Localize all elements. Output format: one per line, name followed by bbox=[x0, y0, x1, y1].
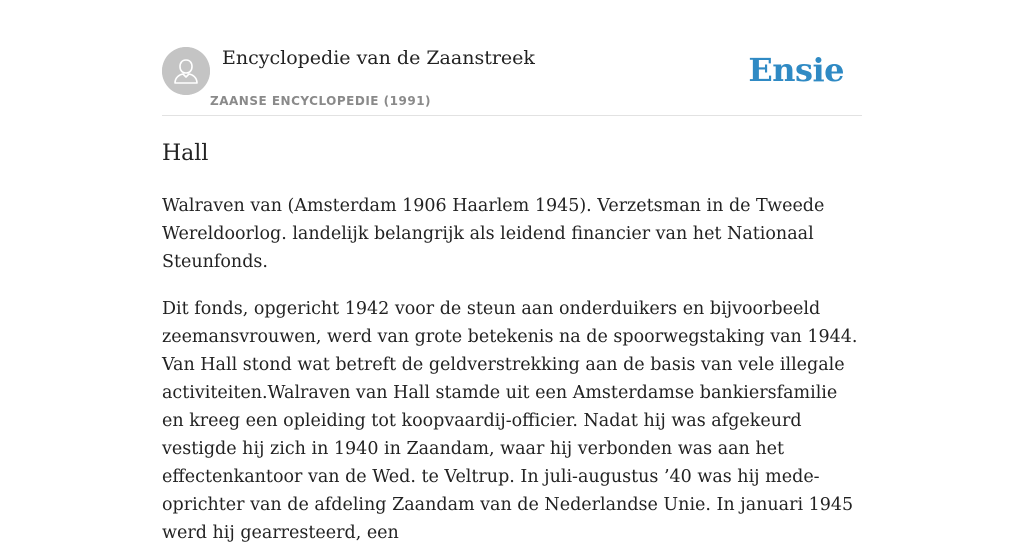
entry-paragraph: Walraven van (Amsterdam 1906 Haarlem 1945). Verzetsman in de Tweede Wereldoorlog. landelijk belangrijk als leidend financier van het Nationaal Steunfonds. bbox=[162, 196, 825, 272]
user-silhouette-icon bbox=[162, 47, 210, 95]
source-title[interactable]: Encyclopedie van de Zaanstreek bbox=[222, 47, 535, 69]
source-header bbox=[162, 0, 862, 116]
source-subtitle[interactable]: ZAANSE ENCYCLOPEDIE (1991) bbox=[210, 94, 432, 108]
entry-paragraph: Dit fonds, opgericht 1942 voor de steun aan onderduikers en bijvoorbeeld zeemansvrouwen, werd van grote betekenis na de spoorwegstaking van 1944. Van Hall stond wat betreft de geldverstrekking aan de basis van vele illegale activiteiten.Walraven van Hall stamde uit een Amsterdamse bankiersfamilie en kreeg een opleiding tot koopvaardij-officier. Nadat hij was afgekeurd vestigde hij zich in 1940 in Zaandam, waar hij verbonden was aan het effectenkantoor van de Wed. te Veltrup. In juli-augustus ’40 was hij mede-oprichter van de afdeling Zaandam van de Nederlandse Unie. In januari 1945 werd hij gearresteerd, een bbox=[162, 299, 858, 543]
brand-logo[interactable]: Ensie bbox=[748, 51, 844, 89]
entry-title: Hall bbox=[162, 141, 209, 166]
content-column bbox=[162, 0, 862, 543]
avatar[interactable] bbox=[162, 47, 210, 95]
